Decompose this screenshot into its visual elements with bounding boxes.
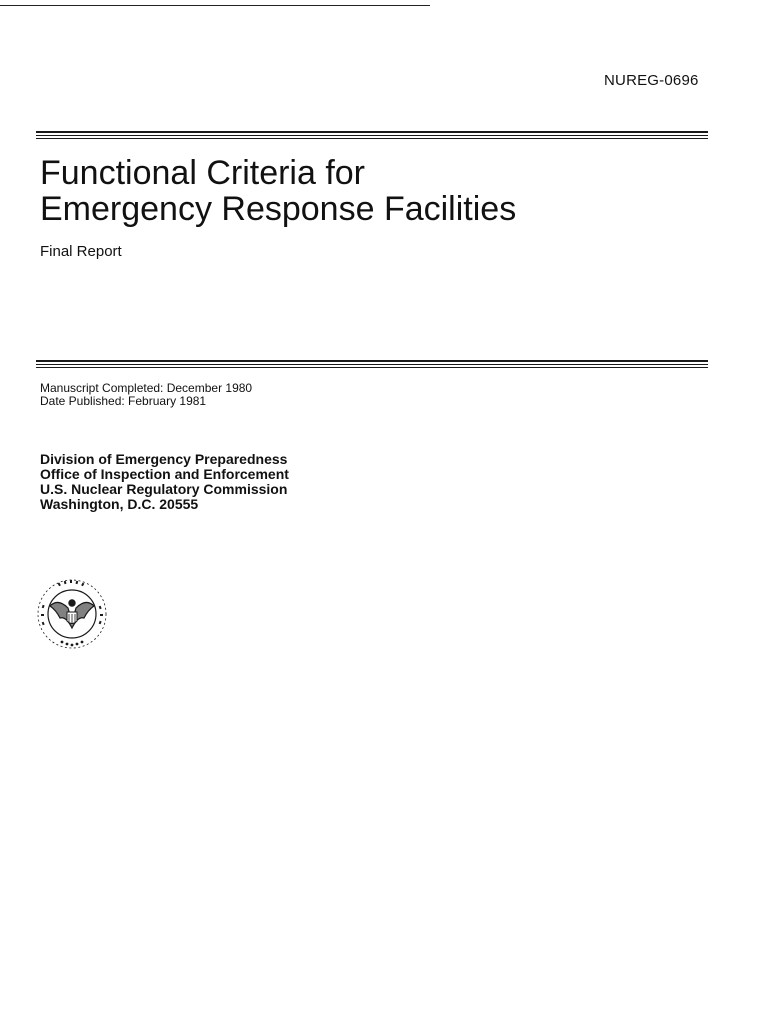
division-name: Division of Emergency Preparedness — [40, 451, 288, 467]
document-title-line-2: Emergency Response Facilities — [40, 190, 517, 228]
date-published: Date Published: February 1981 — [40, 394, 207, 408]
agency-name: U.S. Nuclear Regulatory Commission — [40, 481, 288, 497]
document-title-line-1: Functional Criteria for — [40, 154, 366, 192]
title-divider-bottom — [36, 360, 708, 370]
top-border-line — [0, 5, 430, 6]
agency-address: Washington, D.C. 20555 — [40, 496, 199, 512]
report-number: NUREG-0696 — [604, 72, 699, 89]
document-title — [40, 155, 516, 227]
nrc-seal-icon — [34, 576, 110, 652]
issuing-office — [40, 452, 289, 512]
document-subtitle: Final Report — [40, 243, 122, 260]
manuscript-completed: Manuscript Completed: December 1980 — [40, 381, 253, 395]
office-name: Office of Inspection and Enforcement — [40, 466, 289, 482]
publication-dates — [40, 382, 252, 408]
title-divider-top — [36, 131, 708, 141]
